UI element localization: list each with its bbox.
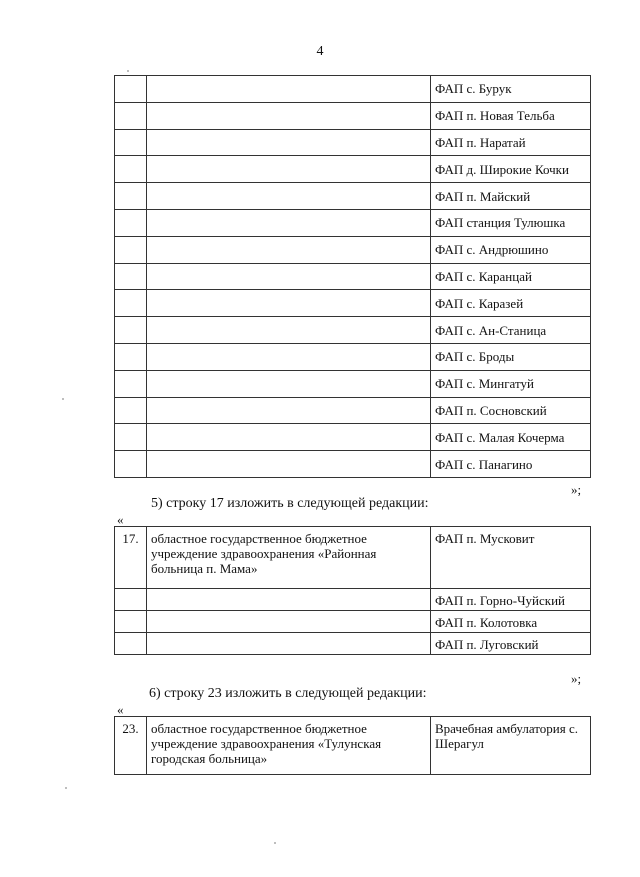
table-row xyxy=(115,129,591,156)
table-row-23 xyxy=(114,716,591,775)
fap-cell: ФАП с. Малая Кочерма xyxy=(431,424,591,451)
fap-cell: ФАП с. Броды xyxy=(431,343,591,370)
row-number: 17. xyxy=(115,527,147,589)
fap-cell: ФАП п. Горно-Чуйский xyxy=(431,589,591,611)
table-row xyxy=(115,611,591,633)
fap-cell: ФАП с. Бурук xyxy=(431,76,591,103)
table-row xyxy=(115,183,591,210)
close-quote-2: »; xyxy=(571,671,582,686)
table-fap-list xyxy=(114,75,591,478)
fap-cell: ФАП с. Мингатуй xyxy=(431,370,591,397)
fap-cell: ФАП п. Мусковит xyxy=(431,527,591,589)
scan-speck xyxy=(62,398,64,400)
scan-speck xyxy=(274,842,276,844)
fap-cell: ФАП п. Новая Тельба xyxy=(431,102,591,129)
fap-cell: ФАП п. Майский xyxy=(431,183,591,210)
page-number: 4 xyxy=(316,44,324,59)
table-row xyxy=(115,102,591,129)
table-row xyxy=(115,589,591,611)
fap-cell: ФАП с. Андрюшино xyxy=(431,236,591,263)
row-number: 23. xyxy=(115,717,147,775)
table-row xyxy=(115,343,591,370)
fap-cell: ФАП п. Колотовка xyxy=(431,611,591,633)
table-row xyxy=(115,717,591,775)
table-row xyxy=(115,290,591,317)
fap-cell: ФАП д. Широкие Кочки xyxy=(431,156,591,183)
fap-cell: Врачебная амбулатория с. Шерагул xyxy=(431,717,591,775)
open-quote-2: « xyxy=(117,702,124,717)
fap-cell: ФАП п. Сосновский xyxy=(431,397,591,424)
organization-cell: областное государственное бюджетное учреждение здравоохранения «Тулунская городская больница» xyxy=(147,717,431,775)
fap-cell: ФАП п. Луговский xyxy=(431,633,591,655)
table-row xyxy=(115,633,591,655)
fap-cell: ФАП с. Ан-Станица xyxy=(431,317,591,344)
open-quote-1: « xyxy=(117,512,124,527)
fap-cell: ФАП с. Каранцай xyxy=(431,263,591,290)
fap-cell: ФАП станция Тулюшка xyxy=(431,209,591,236)
table-row xyxy=(115,236,591,263)
scan-speck xyxy=(127,70,129,72)
item-5-instruction: 5) строку 17 изложить в следующей редакции: xyxy=(151,496,429,511)
table-row xyxy=(115,424,591,451)
scan-speck xyxy=(65,787,67,789)
table-row xyxy=(115,397,591,424)
fap-cell: ФАП с. Панагино xyxy=(431,451,591,478)
item-6-instruction: 6) строку 23 изложить в следующей редакции: xyxy=(149,686,427,701)
table-row-17 xyxy=(114,526,591,655)
table-row xyxy=(115,209,591,236)
table-row xyxy=(115,370,591,397)
close-quote-1: »; xyxy=(571,482,582,497)
table-row xyxy=(115,263,591,290)
fap-cell: ФАП п. Наратай xyxy=(431,129,591,156)
table-row xyxy=(115,451,591,478)
table-row xyxy=(115,76,591,103)
table-row xyxy=(115,527,591,589)
table-row xyxy=(115,156,591,183)
organization-cell: областное государственное бюджетное учреждение здравоохранения «Районная больница п. Мама» xyxy=(147,527,431,589)
fap-cell: ФАП с. Каразей xyxy=(431,290,591,317)
table-row xyxy=(115,317,591,344)
